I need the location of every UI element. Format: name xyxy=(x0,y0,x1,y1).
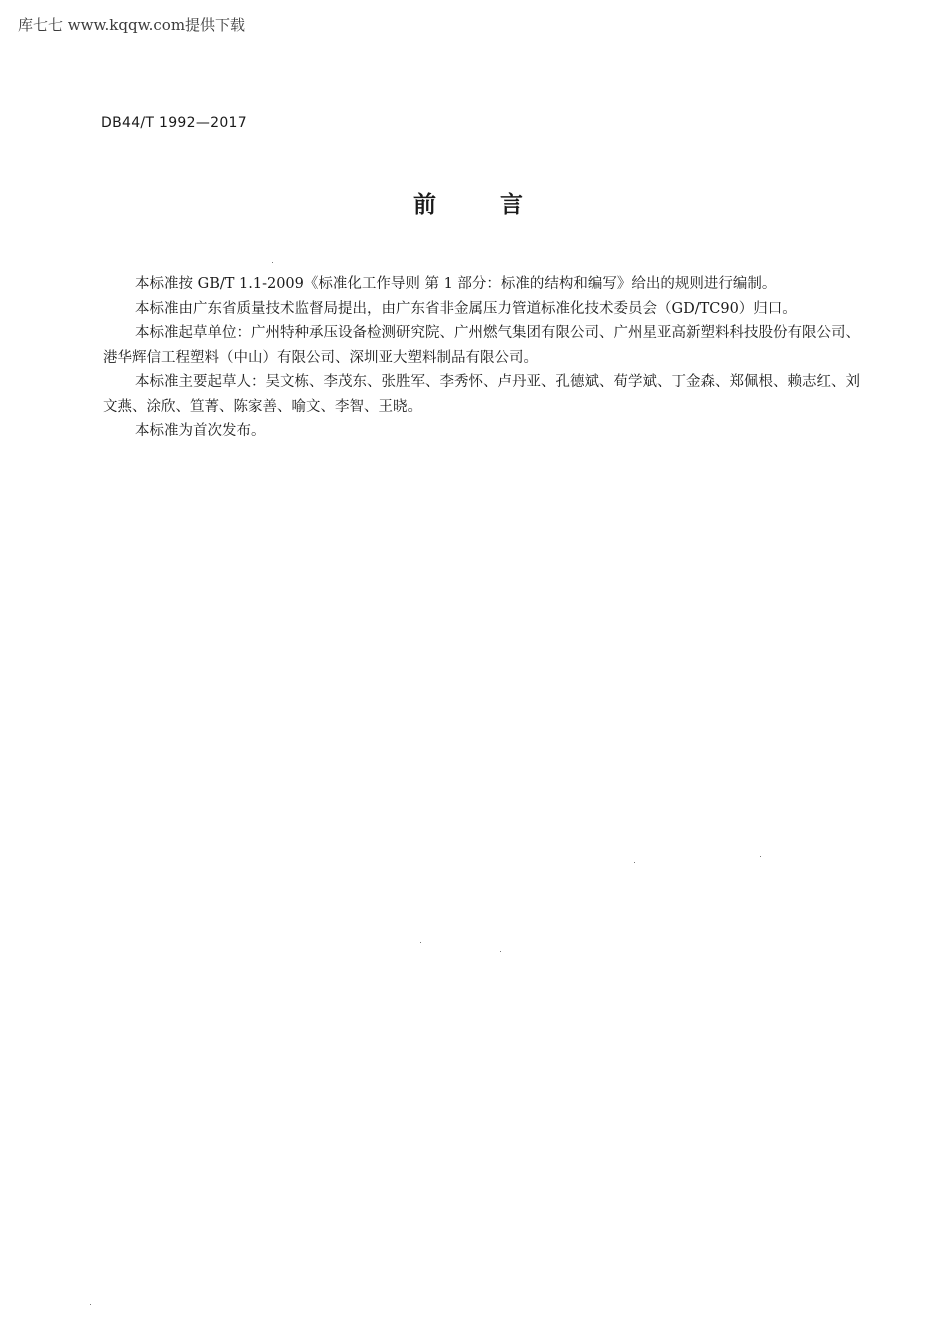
scan-speck xyxy=(500,951,501,952)
page-title: 前 言 xyxy=(412,192,551,218)
document-code: DB44/T 1992—2017 xyxy=(101,115,247,131)
watermark-text: 库七七 www.kqqw.com提供下载 xyxy=(18,16,246,34)
scan-speck xyxy=(420,942,421,943)
scan-speck xyxy=(90,1304,91,1305)
paragraph-first-release: 本标准为首次发布。 xyxy=(135,423,266,439)
paragraph-drafting-rules: 本标准按 GB/T 1.1-2009《标准化工作导则 第 1 部分：标准的结构和编写》给出的规则进行编制。 xyxy=(135,276,777,292)
foreword-body xyxy=(103,272,860,444)
paragraph-drafting-units: 本标准起草单位：广州特种承压设备检测研究院、广州燃气集团有限公司、广州星亚高新塑料科技股份有限公司、港华辉信工程塑料（中山）有限公司、深圳亚大塑料制品有限公司。 xyxy=(103,325,860,366)
scan-speck xyxy=(634,862,635,863)
paragraph-proposer: 本标准由广东省质量技术监督局提出，由广东省非金属压力管道标准化技术委员会（GD/TC90）归口。 xyxy=(135,300,797,317)
paragraph-drafters: 本标准主要起草人：吴文栋、李茂东、张胜军、李秀怀、卢丹亚、孔德斌、荀学斌、丁金森、郑佩根、赖志红、刘文燕、涂欣、笪菁、陈家善、喻文、李智、王晓。 xyxy=(103,374,860,415)
scan-speck xyxy=(760,856,761,857)
scan-speck xyxy=(272,262,273,263)
